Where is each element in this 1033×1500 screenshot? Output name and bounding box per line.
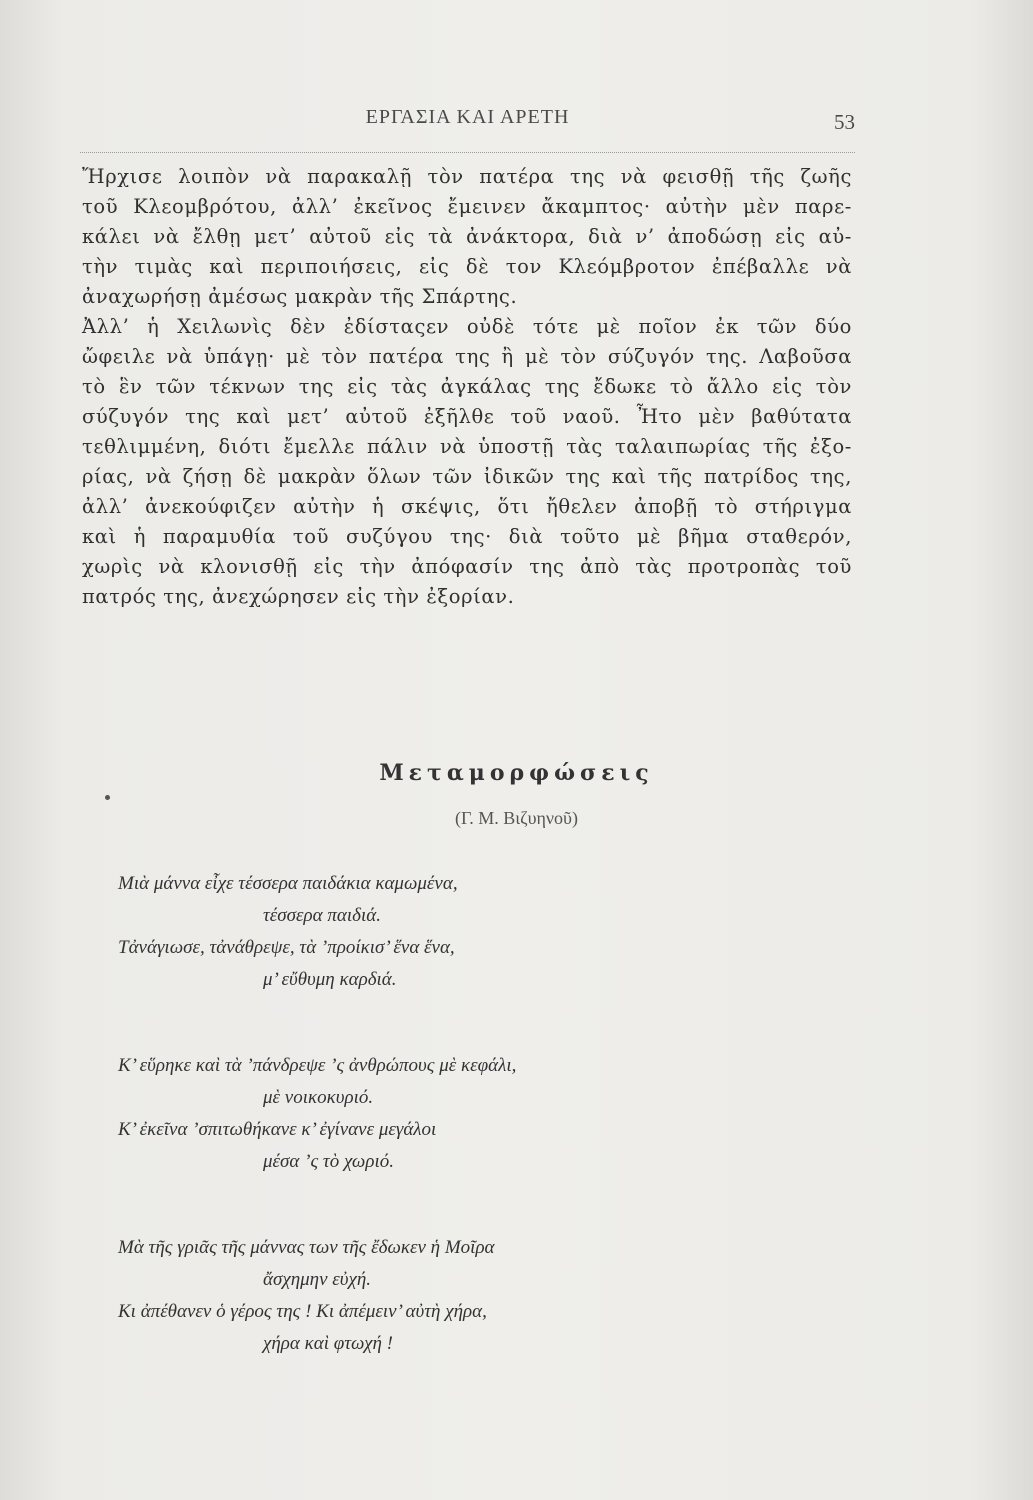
text-line: τὸ ἓν τῶν τέκνων της εἰς τὰς ἀγκάλας της ἔδωκε τὸ ἄλλο εἰς τὸν — [82, 375, 852, 398]
text-line: καὶ ἡ παραμυθία τοῦ συζύγου της· διὰ τοῦτο μὲ βῆμα σταθερόν, — [82, 525, 852, 548]
verse-line: Μὰ τῆς γριᾶς τῆς μάννας των τῆς ἔδωκεν ἡ Μοῖρα — [118, 1237, 495, 1258]
text-line: τοῦ Κλεομβρότου, ἀλλ’ ἐκεῖνος ἔμεινεν ἄκαμπτος· αὐτὴν μὲν παρε- — [82, 195, 852, 218]
paragraph-1 — [82, 162, 852, 312]
text-line: πατρός της, ἀνεχώρησεν εἰς τὴν ἐξορίαν. — [82, 585, 515, 608]
verse-line: μὲ νοικοκυριό. — [263, 1087, 374, 1108]
verse-line: τέσσερα παιδιά. — [263, 905, 381, 926]
verse-line: μέσα ’ς τὸ χωριό. — [263, 1151, 394, 1172]
poem-author: (Γ. Μ. Βιζυηνοῦ) — [455, 808, 578, 828]
verse-line: μ’ εὔθυμη καρδιά. — [263, 969, 397, 990]
text-line: χωρὶς νὰ κλονισθῇ εἰς τὴν ἀπόφασίν της ἀπὸ τὰς προτροπὰς τοῦ — [82, 555, 852, 578]
poem-title: Μεταμορφώσεις — [379, 760, 654, 786]
verse-line: χήρα καὶ φτωχή ! — [263, 1333, 393, 1354]
text-line: ρίας, νὰ ζήσῃ δὲ μακρὰν ὅλων τῶν ἰδικῶν της καὶ τῆς πατρίδος της, — [82, 465, 852, 488]
stanza-3 — [118, 1232, 738, 1360]
page-header — [80, 106, 855, 136]
verse-line: ἄσχημην εὐχή. — [263, 1269, 372, 1290]
verse-line: Τἀνάγιωσε, τἀνάθρεψε, τὰ ’προίκισ’ ἕνα ἕνα, — [118, 937, 455, 958]
verse-line: Κ’ εὕρηκε καὶ τὰ ’πάνδρεψε ’ς ἀνθρώπους μὲ κεφάλι, — [118, 1055, 517, 1076]
text-line: ὤφειλε νὰ ὑπάγῃ· μὲ τὸν πατέρα της ἢ μὲ τὸν σύζυγόν της. Λαβοῦσα — [82, 345, 852, 368]
prose-block — [82, 162, 852, 612]
stanza-1 — [118, 868, 738, 996]
running-title: ΕΡΓΑΣΙΑ ΚΑΙ ΑΡΕΤΗ — [365, 106, 570, 128]
text-line: κάλει νὰ ἔλθῃ μετ’ αὐτοῦ εἰς τὰ ἀνάκτορα, διὰ ν’ ἀποδώσῃ εἰς αὐ- — [82, 225, 852, 248]
stanza-2 — [118, 1050, 738, 1178]
text-line: σύζυγόν της καὶ μετ’ αὐτοῦ ἐξῆλθε τοῦ ναοῦ. Ἦτο μὲν βαθύτατα — [82, 405, 852, 428]
verse-line: Κι ἀπέθανεν ὁ γέρος της ! Κι ἀπέμειν’ αὐτὴ χήρα, — [118, 1301, 487, 1322]
text-line: τεθλιμμένη, διότι ἔμελλε πάλιν νὰ ὑποστῇ τὰς ταλαιπωρίας τῆς ἐξο- — [82, 435, 852, 458]
ink-dot — [105, 795, 110, 800]
page-number: 53 — [834, 110, 855, 134]
poem-body — [118, 868, 738, 1414]
verse-line: Μιὰ μάννα εἶχε τέσσερα παιδάκια καμωμένα, — [118, 873, 458, 894]
text-line: τὴν τιμὰς καὶ περιποιήσεις, εἰς δὲ τον Κλεόμβροτον ἐπέβαλλε νὰ — [82, 255, 852, 278]
verse-line: Κ’ ἐκεῖνα ’σπιτωθήκανε κ’ ἐγίνανε μεγάλοι — [118, 1119, 437, 1140]
text-line: Ἀλλ’ ἡ Χειλωνὶς δὲν ἐδίσταςεν οὐδὲ τότε μὲ ποῖον ἐκ τῶν δύο — [82, 315, 852, 338]
header-rule — [80, 152, 855, 153]
paragraph-2 — [82, 312, 852, 612]
text-line: ἀλλ’ ἀνεκούφιζεν αὐτὴν ἡ σκέψις, ὅτι ἤθελεν ἀποβῇ τὸ στήριγμα — [82, 495, 852, 518]
text-line: ἀναχωρήσῃ ἀμέσως μακρὰν τῆς Σπάρτης. — [82, 285, 518, 308]
text-line: Ἤρχισε λοιπὸν νὰ παρακαλῇ τὸν πατέρα της νὰ φεισθῇ τῆς ζωῆς — [82, 165, 852, 188]
